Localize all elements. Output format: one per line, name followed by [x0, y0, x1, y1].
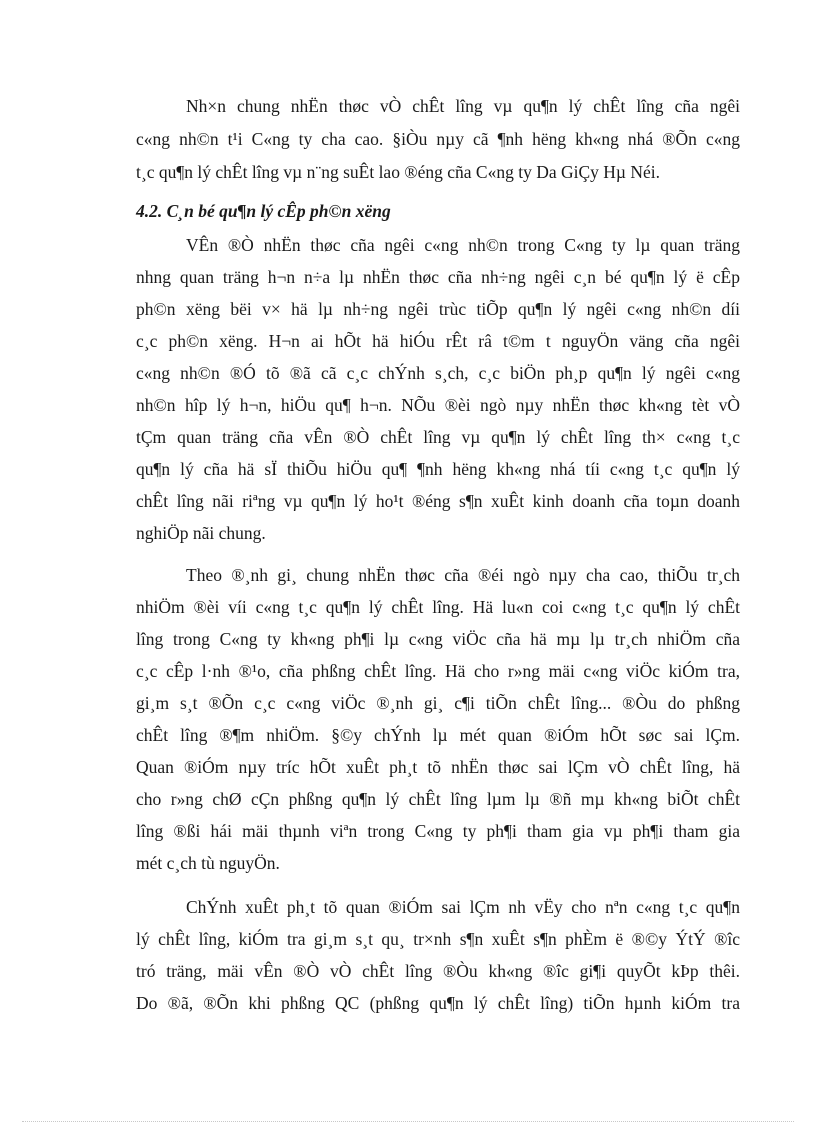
text-line: lîng trong C«ng ty kh«ng ph¶i lµ c«ng viÖc cña hä mµ lµ tr¸ch nhiÖm cña	[136, 629, 740, 649]
text-line: c«ng nh©n ®Ó tõ ®ã cã c¸c chÝnh s¸ch, c¸c biÖn ph¸p qu¶n lý ngêi c«ng	[136, 363, 740, 383]
text-line: chÊt lîng ®¶m nhiÖm. §©y chÝnh lµ mét quan ®iÓm hÕt søc sai lÇm.	[136, 725, 740, 745]
text-line: Theo ®¸nh gi¸ chung nhËn thøc cña ®éi ngò nµy cha cao, thiÕu tr¸ch	[186, 565, 740, 585]
text-line: nhng quan träng h¬n n÷a lµ nhËn thøc cña nh÷ng ngêi c¸n bé qu¶n lý ë cÊp	[136, 267, 740, 287]
text-line: c¸c cÊp l·nh ®¹o, cña phßng chÊt lîng. Hä cho r»ng mäi c«ng viÖc kiÓm tra,	[136, 661, 740, 681]
text-line: lîng ®ßi hái mäi thµnh viªn trong C«ng ty ph¶i tham gia vµ ph¶i tham gia	[136, 821, 740, 841]
text-line: gi¸m s¸t ®Õn c¸c c«ng viÖc ®¸nh gi¸ c¶i tiÕn chÊt lîng... ®Òu do phßng	[136, 693, 740, 713]
text-line: lý chÊt lîng, kiÓm tra gi¸m s¸t qu¸ tr×nh s¶n xuÊt s¶n phÈm ë ®©y ÝtÝ ®îc	[136, 929, 740, 949]
page-bottom-rule	[22, 1121, 794, 1122]
text-line: Quan ®iÓm nµy tríc hÕt xuÊt ph¸t tõ nhËn thøc sai lÇm vÒ chÊt lîng, hä	[136, 757, 740, 777]
text-line: t¸c qu¶n lý chÊt lîng vµ n¨ng suÊt lao ®éng cña C«ng ty Da GiÇy Hµ Néi.	[136, 162, 661, 182]
text-line: nhiÖm ®èi víi c«ng t¸c qu¶n lý chÊt lîng. Hä lu«n coi c«ng t¸c qu¶n lý chÊt	[136, 597, 740, 617]
text-line: Do ®ã, ®Õn khi phßng QC (phßng qu¶n lý chÊt lîng) tiÕn hµnh kiÓm tra	[136, 993, 740, 1013]
text-line: cho r»ng chØ cÇn phßng qu¶n lý chÊt lîng lµm lµ ®ñ mµ kh«ng biÕt chÊt	[136, 789, 740, 809]
text-line: chÊt lîng nãi riªng vµ qu¶n lý ho¹t ®éng s¶n xuÊt kinh doanh cña toµn doanh	[136, 491, 740, 511]
text-line: VÊn ®Ò nhËn thøc cña ngêi c«ng nh©n trong C«ng ty lµ quan träng	[186, 235, 740, 255]
text-line: c«ng nh©n t¹i C«ng ty cha cao. §iÒu nµy cã ¶nh hëng kh«ng nhá ®Õn c«ng	[136, 129, 740, 149]
text-line: ph©n xëng bëi v× hä lµ nh÷ng ngêi trùc tiÕp qu¶n lý ngêi c«ng nh©n díi	[136, 299, 740, 319]
text-line: ChÝnh xuÊt ph¸t tõ quan ®iÓm sai lÇm nh vËy cho nªn c«ng t¸c qu¶n	[186, 897, 740, 917]
text-line: tÇm quan träng cña vÊn ®Ò chÊt lîng vµ qu¶n lý chÊt lîng th× c«ng t¸c	[136, 427, 740, 447]
text-line: c¸c ph©n xëng. H¬n ai hÕt hä hiÓu rÊt râ t©m t nguyÖn väng cña ngêi	[136, 331, 740, 351]
section-heading: 4.2. C¸n bé qu¶n lý cÊp ph©n xëng	[136, 201, 391, 221]
text-line: qu¶n lý cña hä sÏ thiÕu hiÖu qu¶ ¶nh hëng kh«ng nhá tíi c«ng t¸c qu¶n lý	[136, 459, 740, 479]
text-line: nh©n hîp lý h¬n, hiÖu qu¶ h¬n. NÕu ®èi ngò nµy nhËn thøc kh«ng tèt vÒ	[136, 395, 740, 415]
text-line: nghiÖp nãi chung.	[136, 523, 266, 543]
text-line: mét c¸ch tù nguyÖn.	[136, 853, 280, 873]
text-line: tró träng, mäi vÊn ®Ò vÒ chÊt lîng ®Òu kh«ng ®îc gi¶i quyÕt kÞp thêi.	[136, 961, 740, 981]
text-line: Nh×n chung nhËn thøc vÒ chÊt lîng vµ qu¶n lý chÊt lîng cña ngêi	[186, 96, 740, 116]
